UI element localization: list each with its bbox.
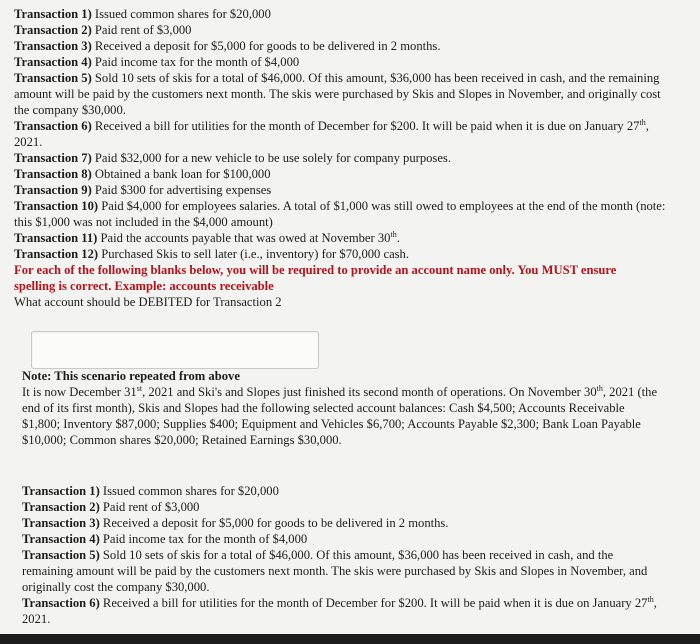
transaction-3: Transaction 3) Received a deposit for $5,000 for goods to be delivered in 2 months. (14, 39, 441, 53)
transaction-11: Transaction 11) Paid the accounts payable that was owed at November 30th. (14, 229, 400, 245)
transaction-10: Transaction 10) Paid $4,000 for employees salaries. A total of $1,000 was still owed to employees at the end of the month (note: this $1,000 was not included in the $4,000 amount) (14, 199, 666, 229)
transaction-5: Transaction 5) Sold 10 sets of skis for a total of $46,000. Of this amount, $36,000 has been received in cash, and the remaining amount will be paid by the customers next month. The skis were purchased by Skis and Slopes in November, and originally cost the company $30,000. (14, 71, 661, 117)
transaction-6: Transaction 6) Received a bill for utilities for the month of December for $200. It will be paid when it is due on January 27th, 2021. (14, 117, 649, 149)
bottom-edge-bar (0, 634, 700, 644)
transaction-1: Transaction 1) Issued common shares for $20,000 (14, 7, 271, 21)
question-prompt: What account should be DEBITED for Transaction 2 (14, 295, 282, 309)
transaction-5: Transaction 5) Sold 10 sets of skis for a total of $46,000. Of this amount, $36,000 has been received in cash, and the remaining amount will be paid by the customers next month. The skis were purchased by Skis and Slopes in November, and originally cost the company $30,000. (22, 548, 648, 594)
note-paragraph: It is now December 31st, 2021 and Ski's and Slopes just finished its second month of operations. On November 30th, 2021 (the end of its first month), Skis and Slopes had the following selected account balances: Cash $4,500; Accounts Receivable $1,800; Inventory $87,000; Supplies $400; Equipment and Vehicles $6,700; Accounts Payable $2,300; Bank Loan Payable $10,000; Common shares $20,000; Retained Earnings $30,000. (22, 383, 658, 447)
transaction-4: Transaction 4) Paid income tax for the month of $4,000 (14, 55, 300, 69)
transaction-7: Transaction 7) Paid $32,000 for a new vehicle to be use solely for company purposes. (14, 151, 451, 165)
transaction-6: Transaction 6) Received a bill for utilities for the month of December for $200. It will be paid when it is due on January 27th, 2021. (22, 594, 657, 626)
transaction-1: Transaction 1) Issued common shares for $20,000 (22, 484, 279, 498)
transaction-2: Transaction 2) Paid rent of $3,000 (22, 500, 200, 514)
transaction-8: Transaction 8) Obtained a bank loan for $100,000 (14, 167, 271, 181)
transaction-3: Transaction 3) Received a deposit for $5,000 for goods to be delivered in 2 months. (22, 516, 449, 530)
transaction-list-2 (22, 483, 672, 627)
note-title: Note: This scenario repeated from above (22, 369, 240, 383)
note-section (22, 368, 672, 448)
transaction-2: Transaction 2) Paid rent of $3,000 (14, 23, 192, 37)
transaction-list-1 (14, 6, 674, 310)
instruction-text: For each of the following blanks below, you will be required to provide an account name only. You MUST ensure spelling is correct. Example: accounts receivable (14, 263, 617, 293)
transaction-9: Transaction 9) Paid $300 for advertising expenses (14, 183, 272, 197)
transaction-12: Transaction 12) Purchased Skis to sell later (i.e., inventory) for $70,000 cash. (14, 247, 410, 261)
answer-input[interactable] (31, 331, 319, 369)
transaction-4: Transaction 4) Paid income tax for the month of $4,000 (22, 532, 308, 546)
